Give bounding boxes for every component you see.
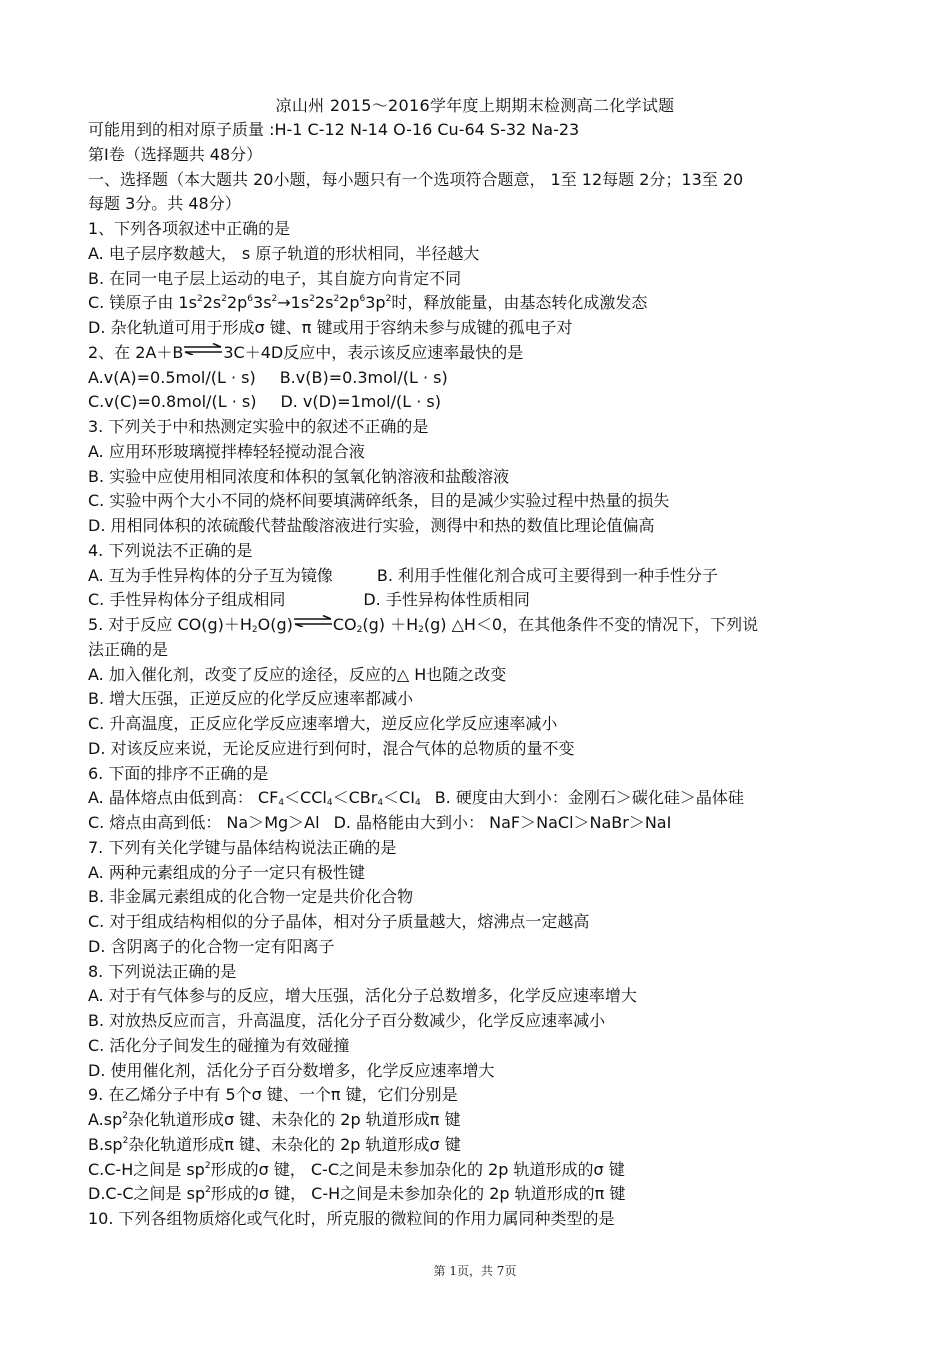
question-2-stem-suffix: 3C＋4D反应中，表示该反应速率最快的是 xyxy=(223,342,524,362)
question-9-option-c-suffix: 形成的σ 键， C-C之间是未参加杂化的 2p 轨道形成的σ 键 xyxy=(210,1159,625,1179)
question-7-stem: 7. 下列有关化学键与晶体结构说法正确的是 xyxy=(88,837,397,857)
exam-title: 凉山州 2015～2016学年度上期期末检测高二化学试题 xyxy=(275,96,675,115)
question-5-option-c: C. 升高温度，正反应化学反应速率增大，逆反应化学反应速率减小 xyxy=(88,714,558,733)
question-8-option-c: C. 活化分子间发生的碰撞为有效碰撞 xyxy=(88,1035,350,1055)
question-5-stem-h2: (g) ＋H xyxy=(362,615,419,634)
question-2-option-b: B.v(B)=0.3mol/(L · s) xyxy=(279,367,448,387)
question-2-option-c: C.v(C)=0.8mol/(L · s) xyxy=(88,392,257,412)
question-5-stem-continued: 法正确的是 xyxy=(88,639,169,659)
question-6-option-d: D. 晶格能由大到小： NaF＞NaCl＞NaBr＞NaI xyxy=(333,813,672,832)
question-8-option-b: B. 对放热反应而言，升高温度，活化分子百分数减少，化学反应速率减小 xyxy=(88,1011,606,1030)
question-9-option-a-suffix: 杂化轨道形成σ 键、未杂化的 2p 轨道形成π 键 xyxy=(127,1110,461,1129)
question-9-option-c-prefix: C.C-H之间是 sp xyxy=(88,1159,205,1179)
exam-body xyxy=(88,118,878,1232)
question-3-option-b: B. 实验中应使用相同浓度和体积的氢氧化钠溶液和盐酸溶液 xyxy=(88,466,510,486)
question-1-option-c-prefix: C. 镁原子由 1s xyxy=(88,293,197,313)
question-7-option-c: C. 对于组成结构相似的分子晶体，相对分子质量越大，熔沸点一定越高 xyxy=(88,912,590,931)
question-9-option-c: C.C-H之间是 $sp^2$形成的σ 键， C-C之间是未参加杂化的 2p 轨道形成的σ 键 xyxy=(88,1159,625,1179)
question-5-stem-suffix: (g) △H＜0，在其他条件不变的情况下，下列说 xyxy=(423,615,759,634)
question-7-option-d: D. 含阴离子的化合物一定有阳离子 xyxy=(88,936,335,956)
question-9-option-d: D.C-C之间是 $sp^2$形成的σ 键， C-H之间是未参加杂化的 2p 轨道形成的π 键 xyxy=(88,1184,626,1204)
question-6-option-c: C. 熔点由高到低： Na＞Mg＞Al xyxy=(88,813,320,832)
question-2-options-cd xyxy=(88,390,878,415)
question-6-option-a-ci4: ＜CI xyxy=(383,788,415,808)
question-3-option-c: C. 实验中两个大小不同的烧杯间要填满碎纸条，目的是减少实验过程中热量的损失 xyxy=(88,491,670,511)
question-10-stem: 10. 下列各组物质熔化或气化时，所克服的微粒间的作用力属同种类型的是 xyxy=(88,1209,615,1228)
question-9-option-d-prefix: D.C-C之间是 sp xyxy=(88,1184,206,1204)
question-9-option-a: $A.sp^2$杂化轨道形成σ 键、未杂化的 2p 轨道形成π 键 xyxy=(88,1110,461,1129)
question-1-option-b: B. 在同一电子层上运动的电子，其自旋方向肯定不同 xyxy=(88,268,462,288)
question-4-stem: 4. 下列说法不正确的是 xyxy=(88,540,253,560)
question-2-stem-prefix: 2、在 2A＋B xyxy=(88,342,184,362)
question-5-stem: 5. 对于反应 $CO(g)+H_2O(g)$ $CO_2(g) +H_2(g)$ △H＜0，在其他条件不变的情况下，下列说 xyxy=(88,615,759,635)
question-9-option-d-suffix: 形成的σ 键， C-H之间是未参加杂化的 2p 轨道形成的π 键 xyxy=(210,1184,626,1204)
question-6-option-a-ccl4: ＜CCl xyxy=(284,788,327,808)
question-6-stem: 6. 下面的排序不正确的是 xyxy=(88,763,269,783)
atomic-masses-line: 可能用到的相对原子质量 :H-1 C-12 N-14 O-16 Cu-64 S-32 Na-23 xyxy=(88,120,580,139)
question-1-stem: 1、下列各项叙述中正确的是 xyxy=(88,219,291,238)
part-heading: 第Ⅰ卷（选择题共 48分） xyxy=(88,144,263,164)
question-4-option-c: C. 手性异构体分子组成相同 xyxy=(88,590,286,610)
question-1-option-d: D. 杂化轨道可用于形成σ 键、π 键或用于容纳未参与成键的孤电子对 xyxy=(88,318,573,337)
question-5-stem-prefix: 5. 对于反应 CO(g)＋H xyxy=(88,615,252,634)
question-5-option-d: D. 对该反应来说，无论反应进行到何时，混合气体的总物质的量不变 xyxy=(88,738,575,758)
question-8-option-a: A. 对于有气体参与的反应，增大压强，活化分子总数增多，化学反应速率增大 xyxy=(88,986,637,1006)
section-instructions-2: 每题 3分。共 48分） xyxy=(88,194,241,214)
question-5-stem-co2: CO xyxy=(332,615,357,634)
equilibrium-arrow-icon xyxy=(183,343,223,355)
question-6-option-a: A. 晶体熔点由低到高： CF xyxy=(88,788,279,808)
question-6-options-ab: A. 晶体熔点由低到高： $CF_4<CCl_4<CBr_4<CI_4$ B. 硬度由大到小：金刚石＞碳化硅＞晶体硅 xyxy=(88,788,744,809)
question-2-stem xyxy=(88,341,878,366)
section-instructions-1: 一、选择题（本大题共 20小题，每小题只有一个选项符合题意， 1至 12每题 2分；13至 20 xyxy=(88,169,744,189)
question-6-option-a-cbr4: ＜CBr xyxy=(332,788,378,808)
question-8-stem: 8. 下列说法正确的是 xyxy=(88,961,237,981)
question-3-option-d: D. 用相同体积的浓硫酸代替盐酸溶液进行实验，测得中和热的数值比理论值偏高 xyxy=(88,516,655,535)
question-4-options-cd xyxy=(88,588,878,613)
question-3-option-a: A. 应用环形玻璃搅拌棒轻轻搅动混合液 xyxy=(88,441,365,461)
page-footer: 第 1页，共 7页 xyxy=(433,1264,517,1278)
question-1-option-a: A. 电子层序数越大， s 原子轨道的形状相同，半径越大 xyxy=(88,243,480,263)
question-1-option-c: C. 镁原子由 $1s^22s^22p^63s^2\to 1s^22s^22p^63p^2$时，释放能量，由基态转化成激发态 xyxy=(88,293,648,313)
question-7-option-a: A. 两种元素组成的分子一定只有极性键 xyxy=(88,862,365,882)
question-9-option-b-suffix: 杂化轨道形成π 键、未杂化的 2p 轨道形成σ 键 xyxy=(128,1134,461,1154)
question-9-stem: 9. 在乙烯分子中有 5个σ 键、一个π 键，它们分别是 xyxy=(88,1085,458,1105)
question-4-option-a: A. 互为手性异构体的分子互为镜像 xyxy=(88,565,333,585)
question-9-option-a-prefix: A.sp xyxy=(88,1110,123,1129)
question-2-option-a: A.v(A)=0.5mol/(L · s) xyxy=(88,367,256,387)
question-5-option-b: B. 增大压强，正逆反应的化学反应速率都减小 xyxy=(88,689,414,709)
question-6-option-b: B. 硬度由大到小：金刚石＞碳化硅＞晶体硅 xyxy=(434,788,744,808)
question-7-option-b: B. 非金属元素组成的化合物一定是共价化合物 xyxy=(88,887,414,907)
question-2-option-d: D. v(D)=1mol/(L · s) xyxy=(280,392,441,412)
question-4-option-b: B. 利用手性催化剂合成可主要得到一种手性分子 xyxy=(376,565,718,585)
question-2-options-ab xyxy=(88,366,878,391)
question-4-option-d: D. 手性异构体性质相同 xyxy=(363,590,530,610)
question-5-option-a: A. 加入催化剂，改变了反应的途径，反应的△ H也随之改变 xyxy=(88,664,507,684)
question-5-stem-water: O(g) xyxy=(257,615,293,634)
question-9-option-b: $B.sp^2$杂化轨道形成π 键、未杂化的 2p 轨道形成σ 键 xyxy=(88,1134,461,1154)
equilibrium-arrow-icon xyxy=(293,615,333,627)
question-8-option-d: D. 使用催化剂，活化分子百分数增多，化学反应速率增大 xyxy=(88,1060,495,1080)
question-4-options-ab xyxy=(88,564,878,589)
question-6-options-cd xyxy=(88,811,878,836)
question-3-stem: 3. 下列关于中和热测定实验中的叙述不正确的是 xyxy=(88,417,429,436)
question-1-option-c-suffix: 时，释放能量，由基态转化成激发态 xyxy=(391,293,648,313)
question-9-option-b-prefix: B.sp xyxy=(88,1134,123,1154)
